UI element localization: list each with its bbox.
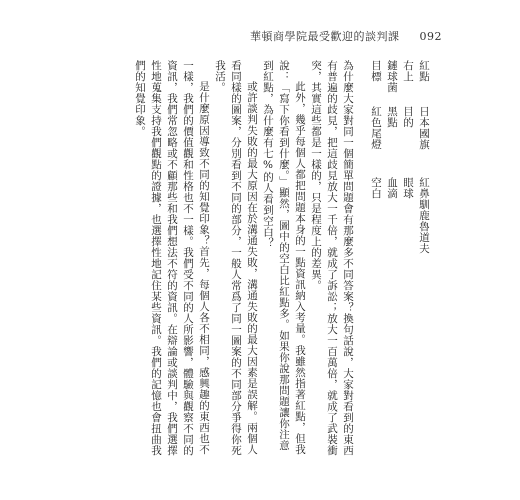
paragraph: 此外，幾乎每個人都把問題本身的一點資訊納入考量。我雖然指著紅點，但我說：「寫下你看到什麼。」顯然，圖中的空白比紅點多。如果你說那問題讓你注意到紅點，為什麼有七%的人看到空白？	[262, 60, 306, 455]
table-cell: 眼球	[402, 177, 414, 200]
table-cell: 紅鼻馴鹿魯道夫	[418, 177, 430, 255]
table-row	[400, 60, 416, 460]
page-number: 092	[419, 30, 442, 43]
table-cell: 血滴	[386, 177, 398, 200]
table-cell: 鏈球菌	[386, 60, 398, 93]
table-cell: 空白	[370, 177, 382, 200]
table-cell: 右上	[402, 60, 414, 82]
table-row	[416, 60, 432, 460]
table-cell: 紅點	[418, 60, 430, 82]
vertical-body-text	[72, 60, 432, 460]
table-cell: 紅色尾燈	[370, 106, 382, 151]
table-cell: 目標	[370, 60, 382, 82]
table-cell: 目的	[402, 106, 414, 129]
paragraph: 或許談判失敗的最大原因在於溝通失敗，溝通失敗的最大因素是誤解。兩個人看同樣的圖案，分別看到不同的部分，一般人常爲了同一圖案的不同部分爭得你死我活。	[214, 60, 258, 456]
table-row	[368, 60, 384, 460]
book-title: 華頓商學院最受歡迎的談判課	[250, 30, 400, 43]
running-header	[250, 28, 442, 44]
table-cell: 黑點	[386, 106, 398, 129]
paragraph: 為什麼大家對同一個簡單問題會有那麼多不同答案？換句話說，大家對看到的東西有普遍的歧見，把這歧見放大一千倍，就成了訴訟；放大一百萬倍，就成了武裝衝突，其實這些都是一樣的，只是程度上的差異。	[310, 60, 354, 456]
answer-table	[368, 60, 432, 460]
table-cell: 日本國旗	[418, 106, 430, 151]
paragraph: 是什麼原因導致不同的知覺印象？首先，每個人各不相同，感興趣的東西也不一樣，我們的價值觀和性格也不一樣。我們受不同的人所影響，體驗與觀察不同的資訊，我們常忽略或不顧那些和我們想法不符的資訊。在辯論或談判中，我們選擇性地蒐集支持我們觀點的證據，也選擇性地記住某些資訊。我們的記憶也會扭曲我們的知覺印象。	[134, 60, 210, 456]
table-row	[384, 60, 400, 460]
